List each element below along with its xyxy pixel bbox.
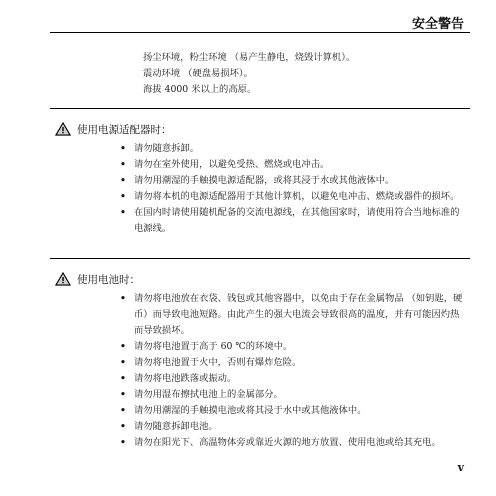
- list-item: • 请勿用湿布擦拭电池上的金属部分。: [120, 389, 283, 400]
- battery-warning-list: [120, 291, 465, 451]
- list-item: • 请勿将电池置于高于 60 ℃的环境中。: [120, 341, 293, 352]
- list-item: • 请勿将本机的电源适配器用于其他计算机，以避免电冲击、燃烧或器件的损坏。: [120, 191, 460, 202]
- list-item: • 请勿将电池放在衣袋、钱包或其他容器中，以免由于存在金属物品 （如钥匙，硬币）而导致电池短路。由此产生的强大电流会导致很高的温度，并有可能因灼热而导致损坏。: [120, 293, 463, 336]
- warning-triangle-icon: [55, 122, 71, 136]
- list-item: • 请勿将电池置于火中，否则有爆炸危险。: [120, 357, 302, 368]
- adapter-section-heading: [55, 121, 172, 137]
- intro-list: [143, 50, 473, 98]
- section-divider: [50, 258, 470, 259]
- page-number: v: [457, 461, 464, 474]
- list-item: • 请勿用潮湿的手触摸电池或将其浸于水中或其他液体中。: [120, 405, 367, 416]
- section-divider: [50, 108, 470, 109]
- battery-section-title: 使用电池时：: [77, 273, 140, 286]
- list-item: • 请勿在阳光下、高温物体旁或靠近火源的地方放置、使用电池或给其充电。: [120, 437, 441, 448]
- list-item: • 请勿随意拆卸电池。: [120, 421, 218, 432]
- page-header-title: 安全警告: [411, 17, 464, 32]
- battery-section-heading: [55, 271, 140, 287]
- list-item: • 请勿在室外使用，以避免受热、燃烧或电冲击。: [120, 159, 330, 170]
- list-item: • 请勿用潮湿的手触摸电源适配器，或将其浸于水或其他液体中。: [120, 175, 395, 186]
- adapter-warning-list: [120, 141, 465, 237]
- intro-line: 海拔 4000 米以上的高原。: [143, 84, 257, 95]
- adapter-section-title: 使用电源适配器时：: [77, 123, 172, 136]
- header-rule: [50, 32, 470, 33]
- list-item: • 请勿随意拆卸。: [120, 143, 200, 154]
- list-item: • 请勿将电池跌落或振动。: [120, 373, 237, 384]
- intro-line: 震动环境 （硬盘易损坏）。: [143, 68, 253, 79]
- list-item: • 在国内时请使用随机配备的交流电源线，在其他国家时，请使用符合当地标准的电源线。: [120, 207, 460, 234]
- warning-triangle-icon: [55, 272, 71, 286]
- intro-line: 扬尘环境，粉尘环境 （易产生静电，烧毁计算机）。: [143, 52, 356, 63]
